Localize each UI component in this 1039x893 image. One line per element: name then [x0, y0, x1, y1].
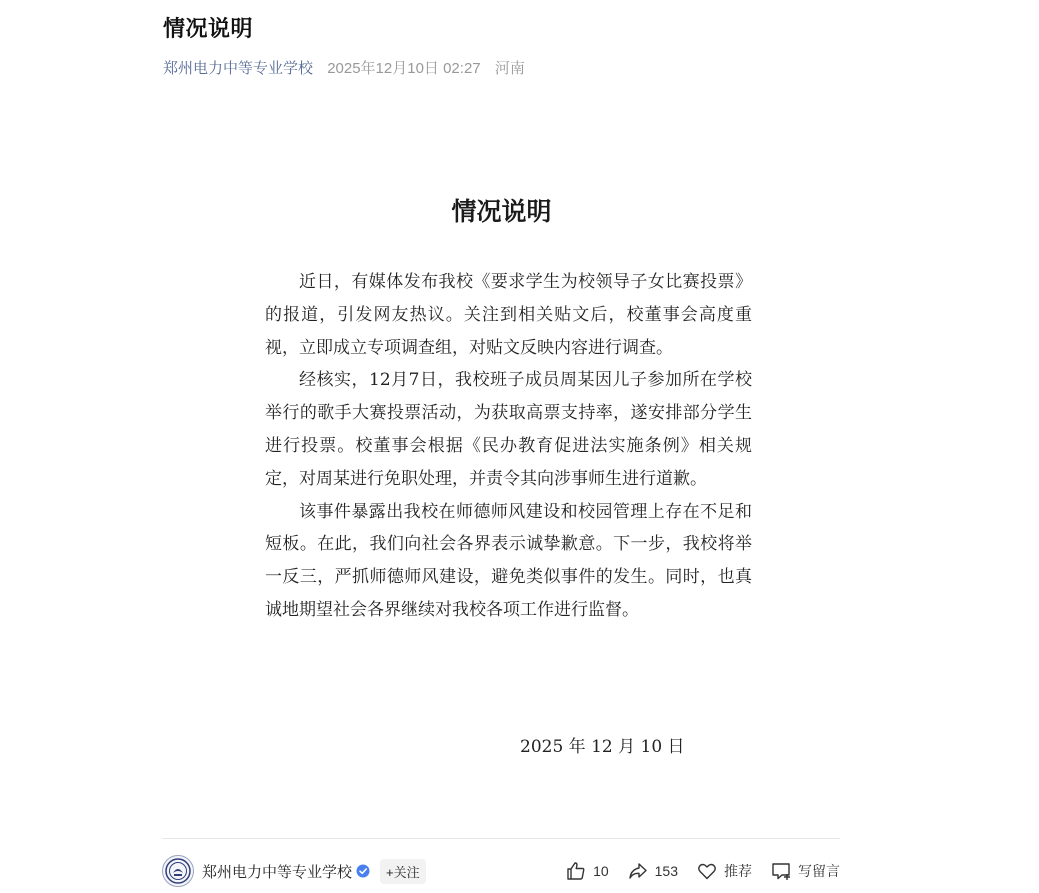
document-body — [265, 266, 752, 627]
share-count: 153 — [654, 863, 678, 879]
footer-divider — [162, 838, 840, 839]
recommend-label: 推荐 — [724, 863, 752, 879]
recommend-button[interactable] — [696, 860, 752, 882]
document-paragraph: 经核实，12月7日，我校班子成员周某因儿子参加所在学校举行的歌手大赛投票活动，为获取高票支持率，遂安排部分学生进行投票。校董事会根据《民办教育促进法实施条例》相关规定，对周某进行免职处理，并责令其向涉事师生进行道歉。 — [265, 370, 752, 489]
footer-account-name[interactable]: 郑州电力中等专业学校 — [202, 863, 353, 881]
thumbs-up-icon — [565, 860, 587, 882]
comment-label: 写留言 — [798, 863, 840, 879]
follow-button[interactable]: +关注 — [380, 859, 426, 884]
article-footer — [162, 853, 840, 889]
like-count: 10 — [593, 863, 609, 879]
document-paragraph: 近日，有媒体发布我校《要求学生为校领导子女比赛投票》的报道，引发网友热议。关注到相关贴文后，校董事会高度重视，立即成立专项调查组，对贴文反映内容进行调查。 — [265, 272, 752, 358]
article-meta — [163, 57, 525, 78]
like-button[interactable] — [565, 860, 609, 882]
publish-location: 河南 — [494, 60, 525, 77]
share-icon — [627, 860, 649, 882]
document-date: 2025 年 12 月 10 日 — [520, 737, 685, 757]
comment-button[interactable] — [770, 860, 840, 882]
verified-icon — [356, 864, 370, 878]
comment-icon — [770, 860, 792, 882]
account-link[interactable]: 郑州电力中等专业学校 — [163, 60, 314, 77]
publish-time: 2025年12月10日 02:27 — [327, 60, 481, 77]
footer-actions — [565, 860, 840, 882]
share-button[interactable] — [627, 860, 678, 882]
article-title: 情况说明 — [163, 17, 254, 42]
document-title: 情况说明 — [451, 197, 552, 226]
document-paragraph: 该事件暴露出我校在师德师风建设和校园管理上存在不足和短板。在此，我们向社会各界表示诚挚歉意。下一步，我校将举一反三，严抓师德师风建设，避免类似事件的发生。同时，也真诚地期望社会各界继续对我校各项工作进行监督。 — [265, 501, 752, 620]
avatar[interactable] — [162, 855, 194, 887]
school-logo-icon — [165, 858, 191, 884]
heart-icon — [696, 860, 718, 882]
